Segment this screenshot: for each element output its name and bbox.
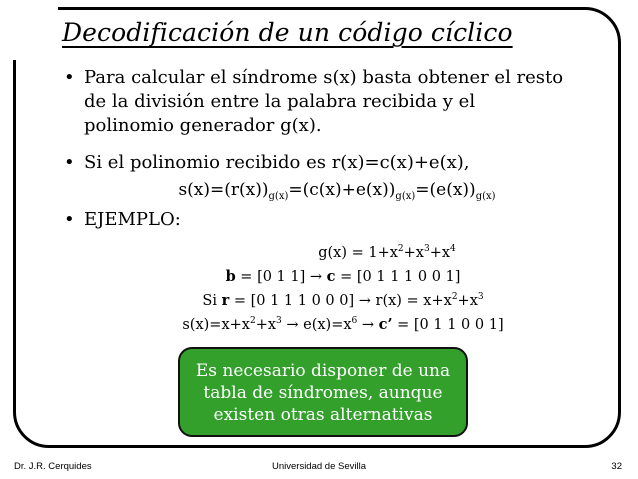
footer-author: Dr. J.R. Cerquides bbox=[14, 461, 92, 472]
footer-page-number: 32 bbox=[611, 461, 622, 472]
arrow-icon: → bbox=[358, 293, 371, 309]
bullet-dot: • bbox=[64, 152, 75, 173]
syndrome-table-note bbox=[178, 347, 468, 437]
syndrome-example: $s(x)=x+x^2+x^3 \to e(x)=x^6 \to c$’ = [0 1 1 0 0 1] bbox=[182, 316, 504, 333]
bullet-dot: • bbox=[64, 67, 75, 88]
footer-university: Universidad de Sevilla bbox=[272, 461, 366, 472]
note-line: tabla de síndromes, aunque bbox=[203, 383, 443, 403]
arrow-icon: → bbox=[309, 269, 323, 285]
bullet-text bbox=[84, 66, 563, 138]
note-line: existen otras alternativas bbox=[213, 405, 433, 425]
bullet-line: Para calcular el síndrome s(x) basta obtener el resto bbox=[84, 67, 564, 88]
syndrome-formula: $s(x)=(r(x))_{g(x)}=(c(x)+e(x))_{g(x)}=(e(x))_{g(x)}$ bbox=[178, 180, 496, 202]
bullet-line: de la división entre la palabra recibida y el bbox=[84, 91, 476, 112]
slide-title: Decodificación de un código cíclico bbox=[62, 18, 513, 47]
bullet-line: polinomio generador g(x). bbox=[84, 115, 322, 136]
received-example: Si r = [0 1 1 1 0 0 $0] \to r(x) = x+x^2+x^3$ bbox=[202, 292, 484, 309]
corner-mask bbox=[0, 0, 58, 60]
bullet-text: Si el polinomio recibido es r(x)=c(x)+e(x), bbox=[84, 152, 470, 173]
generator-polynomial: $g(x) = 1+x^2+x^3+x^4$ bbox=[318, 244, 456, 261]
bullet-dot: • bbox=[64, 209, 75, 230]
note-line: Es necesario disponer de una bbox=[195, 361, 451, 381]
arrow-icon: → bbox=[361, 317, 375, 333]
codeword-example: b = [0 1 1] → c = [0 1 1 1 0 0 1] bbox=[225, 268, 461, 285]
arrow-icon: → bbox=[286, 317, 299, 333]
bullet-text: EJEMPLO: bbox=[84, 209, 181, 230]
